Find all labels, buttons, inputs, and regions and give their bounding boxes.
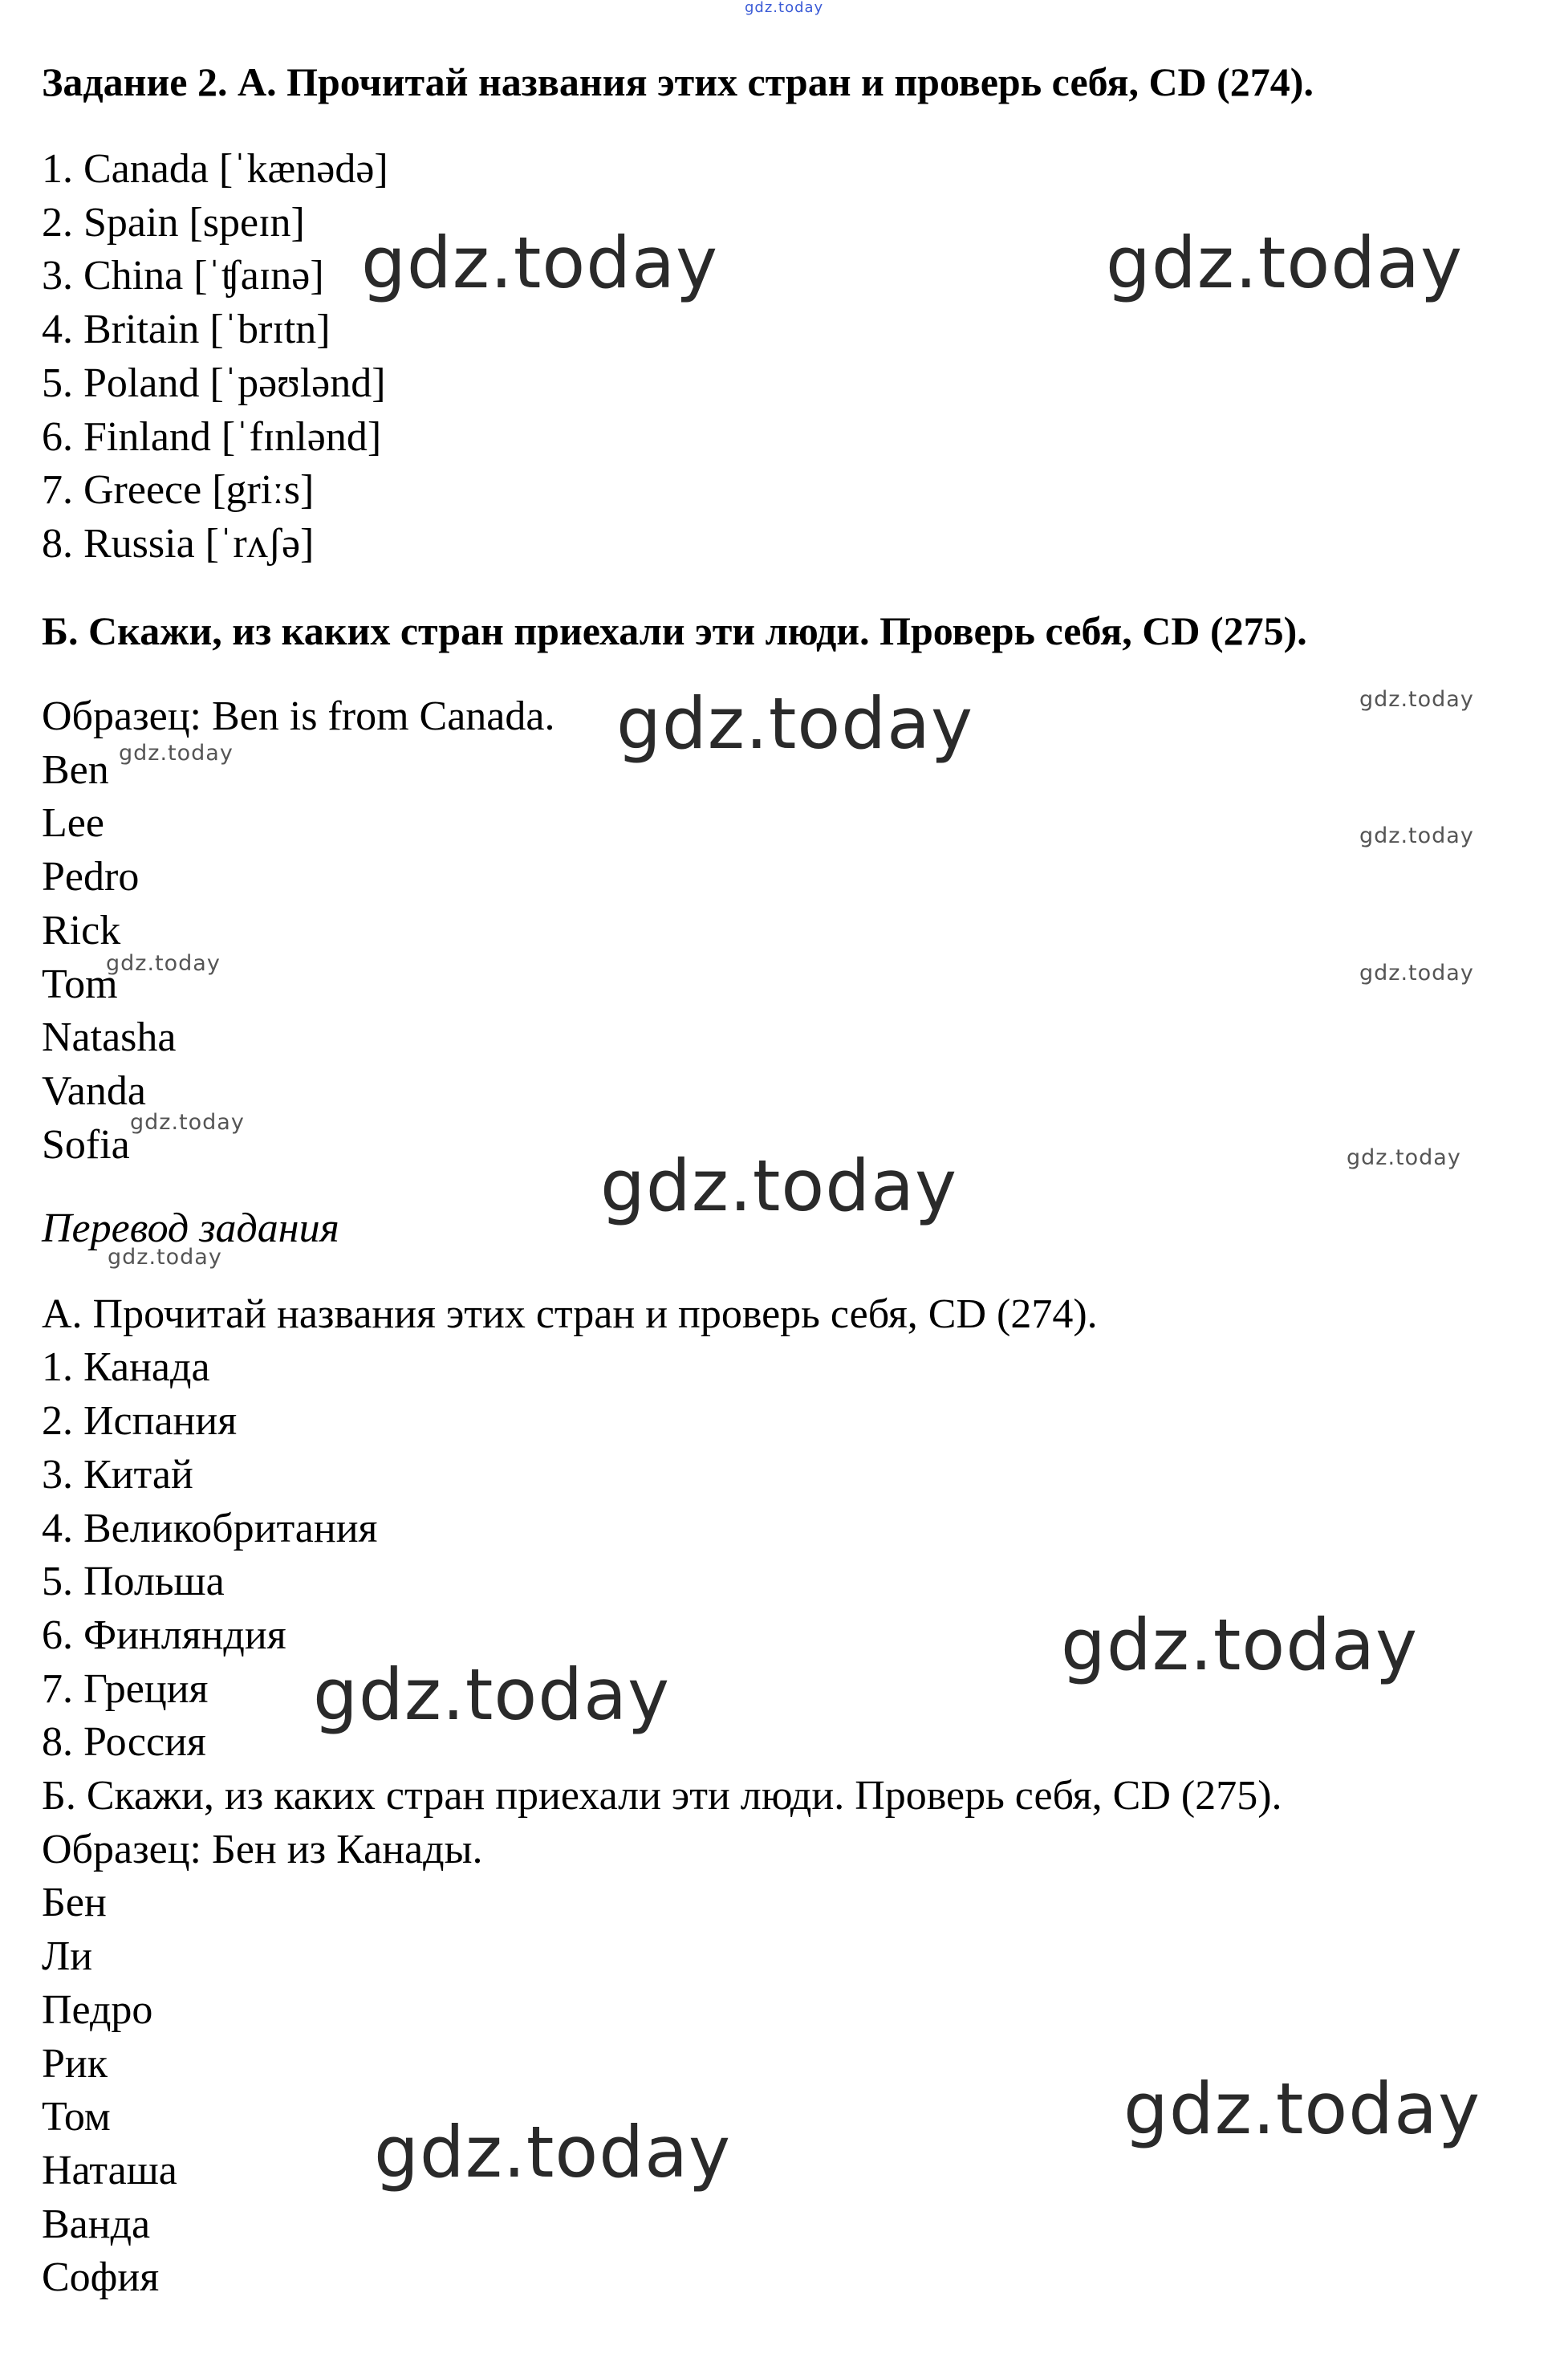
watermark: gdz.today: [1359, 687, 1474, 712]
task-b-title: Б. Скажи, из каких стран приехали эти люди. Проверь себя, CD (275).: [42, 608, 1307, 653]
country-item: 7. Greece [griːs]: [42, 467, 315, 514]
translation-heading: Перевод задания: [42, 1205, 339, 1251]
watermark: gdz.today: [1061, 1604, 1419, 1686]
translation-country-item: 8. Россия: [42, 1719, 206, 1766]
translation-country-item: 6. Финляндия: [42, 1612, 286, 1658]
watermark: gdz.today: [1359, 823, 1474, 848]
watermark: gdz.today: [374, 2111, 732, 2193]
watermark: gdz.today: [1347, 1145, 1461, 1170]
translation-country-item: 2. Испания: [42, 1398, 238, 1445]
watermark: gdz.today: [745, 0, 824, 16]
watermark: gdz.today: [130, 1110, 245, 1135]
person-name: Vanda: [42, 1067, 146, 1114]
translation-person-name: София: [42, 2254, 160, 2301]
country-item: 2. Spain [speɪn]: [42, 199, 305, 246]
person-name: Sofia: [42, 1121, 130, 1168]
task-a-title: Задание 2. А. Прочитай названия этих стран и проверь себя, CD (274).: [42, 59, 1314, 104]
watermark: gdz.today: [108, 1245, 222, 1270]
translation-person-name: Педро: [42, 1986, 153, 2033]
country-item: 5. Poland [ˈpəʊlənd]: [42, 360, 386, 406]
watermark: gdz.today: [361, 222, 719, 304]
translation-task-b-title: Б. Скажи, из каких стран приехали эти люди. Проверь себя, CD (275).: [42, 1773, 1282, 1819]
person-name: Rick: [42, 907, 121, 953]
sample-line: Образец: Ben is from Canada.: [42, 693, 555, 739]
country-item: 8. Russia [ˈrʌʃə]: [42, 520, 315, 567]
country-item: 1. Canada [ˈkænədə]: [42, 146, 388, 192]
country-item: 6. Finland [ˈfɪnlənd]: [42, 413, 382, 460]
translation-task-a-title: А. Прочитай названия этих стран и проверь себя, CD (274).: [42, 1291, 1098, 1337]
person-name: Ben: [42, 746, 109, 793]
translation-country-item: 3. Китай: [42, 1451, 193, 1498]
person-name: Tom: [42, 961, 118, 1007]
people-list: [42, 690, 554, 1172]
watermark: gdz.today: [1359, 961, 1474, 986]
translation-country-item: 4. Великобритания: [42, 1505, 378, 1551]
country-list: [42, 143, 388, 571]
translation-person-name: Ванда: [42, 2201, 151, 2247]
translation-person-name: Ли: [42, 1933, 93, 1980]
translation-country-item: 7. Греция: [42, 1665, 209, 1712]
person-name: Lee: [42, 800, 104, 847]
person-name: Natasha: [42, 1014, 177, 1061]
translation-country-item: 5. Польша: [42, 1559, 225, 1605]
translation-person-name: Бен: [42, 1880, 107, 1926]
watermark: gdz.today: [600, 1144, 958, 1227]
watermark: gdz.today: [119, 741, 234, 766]
country-item: 3. China [ˈʧaɪnə]: [42, 253, 324, 299]
watermark: gdz.today: [616, 682, 974, 765]
translation-sample-line: Образец: Бен из Канады.: [42, 1826, 483, 1872]
watermark: gdz.today: [313, 1653, 671, 1736]
translation-person-name: Том: [42, 2094, 111, 2140]
translation-section: [42, 1202, 1282, 2305]
translation-person-name: Наташа: [42, 2147, 177, 2193]
watermark: gdz.today: [106, 951, 221, 976]
translation-country-item: 1. Канада: [42, 1344, 210, 1391]
watermark: gdz.today: [1123, 2067, 1481, 2150]
country-item: 4. Britain [ˈbrɪtn]: [42, 307, 331, 353]
person-name: Pedro: [42, 854, 140, 900]
watermark: gdz.today: [1106, 222, 1464, 304]
translation-person-name: Рик: [42, 2040, 108, 2087]
